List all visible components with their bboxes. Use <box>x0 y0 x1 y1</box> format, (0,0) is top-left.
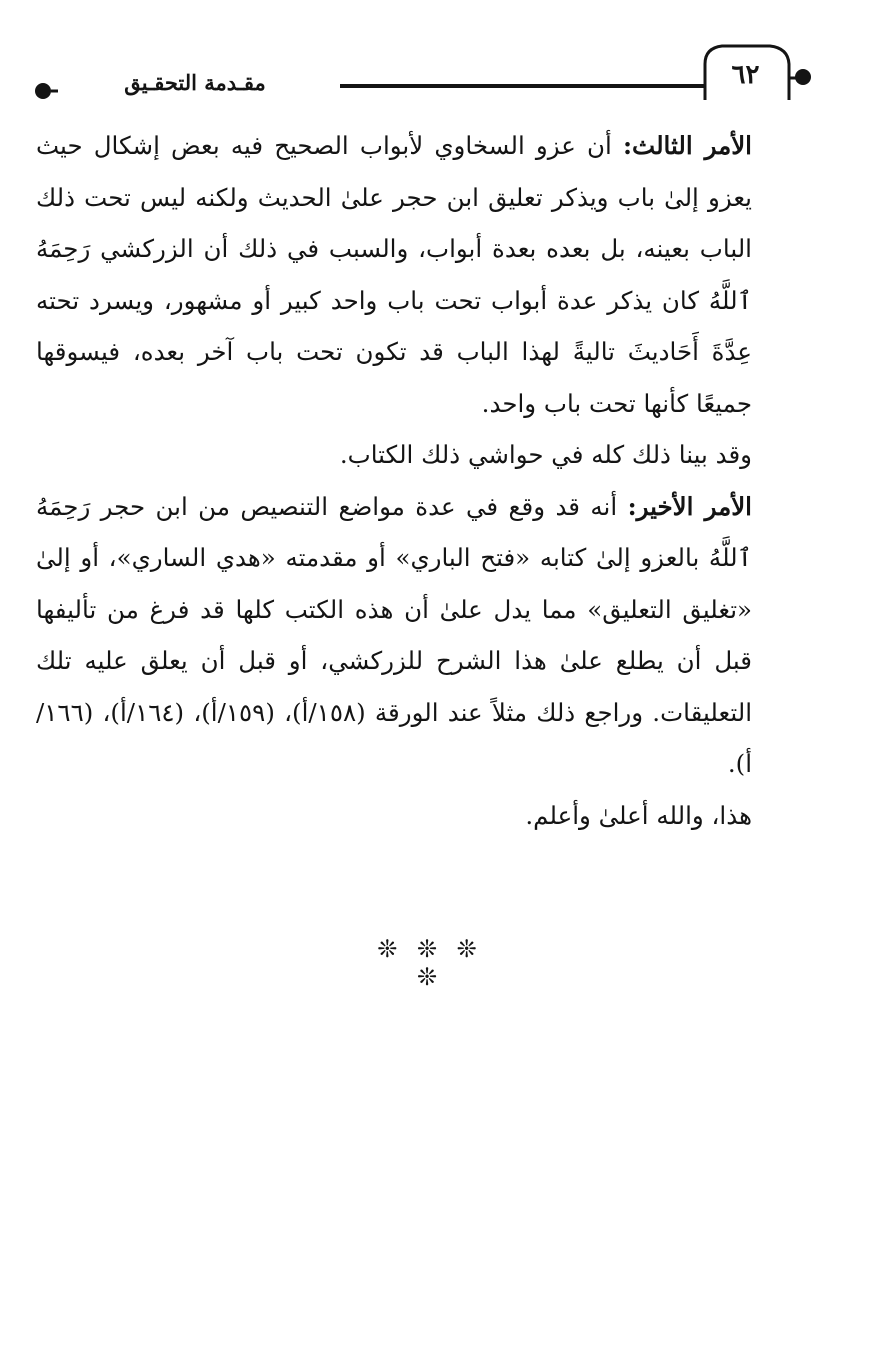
left-ornament-dot <box>35 83 51 99</box>
right-ornament-dot <box>795 69 811 85</box>
section-separator: ❊ ❊ ❊ ❊ <box>377 935 483 991</box>
paragraph-text: أنه قد وقع في عدة مواضع التنصيص من ابن حجر رَحِمَهُ ٱللَّهُ بالعزو إلىٰ كتابه «فتح الباري» أو مقدمته «هدي الساري»، أو إلىٰ «تغليق التعليق» مما يدل علىٰ أن هذه الكتب كلها قد فرغ من تأليفها قبل أن يطلع علىٰ هذا الشرح للزركشي، أو قبل أن يعلق عليه تلك التعليقات. وراجع ذلك مثلاً عند الورقة (١٥٨/أ)، (١٥٩/أ)، (١٦٤/أ)، (١٦٦/أ). <box>36 491 753 778</box>
paragraph-lead: الأمر الأخير: <box>627 491 752 521</box>
paragraph-text: أن عزو السخاوي لأبواب الصحيح فيه بعض إشكال حيث يعزو إلىٰ باب ويذكر تعليق ابن حجر علىٰ الحديث ولكنه ليس تحت ذلك الباب بعينه، بل بعده بعدة أبواب، والسبب في ذلك أن الزركشي رَحِمَهُ ٱللَّهُ كان يذكر عدة أبواب تحت باب واحد كبير أو مشهور، ويسرد تحته عِدَّةَ أَحَاديثَ تاليةً لهذا الباب قد تكون تحت باب آخر بعده، فيسوقها جميعًا كأنها تحت باب واحد. <box>36 131 752 418</box>
paragraph-text: وقد بينا ذلك كله في حواشي ذلك الكتاب. <box>339 440 752 469</box>
paragraph-text: هذا، والله أعلىٰ وأعلم. <box>525 800 752 830</box>
page-header <box>0 0 873 120</box>
main-text <box>36 120 810 841</box>
paragraph-note <box>36 429 810 481</box>
paragraph-last-matter <box>36 481 810 790</box>
running-title: مقـدمة التحقـيق <box>124 70 266 95</box>
paragraph-closing <box>36 790 810 842</box>
page-number: ٦٢ <box>731 60 760 90</box>
paragraph-lead: الأمر الثالث: <box>622 131 752 160</box>
paragraph-third-matter <box>36 120 810 429</box>
